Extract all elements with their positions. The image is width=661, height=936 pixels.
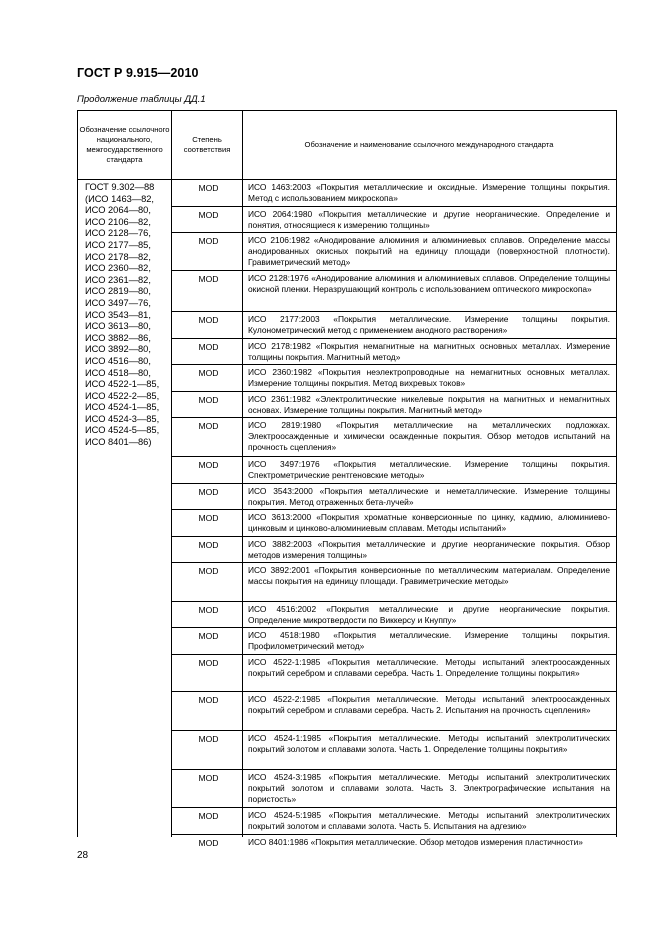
row-divider <box>171 509 617 510</box>
degree-cell: MOD <box>198 315 219 325</box>
international-standard-cell: ИСО 3543:2000 «Покрытия металлические и неметаллические. Измерение толщины покрытия. Метод отраженных бета-лучей» <box>248 486 610 507</box>
degree-cell: MOD <box>198 811 219 821</box>
row-divider <box>171 270 617 271</box>
row-divider <box>171 807 617 808</box>
degree-cell: MOD <box>198 183 219 193</box>
column-divider-2 <box>242 110 243 837</box>
international-standard-cell: ИСО 4522-1:1985 «Покрытия металлические. Методы испытаний электроосажденных покрытий серебром и сплавами серебра. Часть 1. Определение толщины покрытия» <box>248 657 610 678</box>
row-divider <box>171 456 617 457</box>
row-divider <box>171 364 617 365</box>
page-number: 28 <box>77 850 89 861</box>
international-standard-cell: ИСО 2177:2003 «Покрытия металлические. Измерение толщины покрытия. Кулонометрический метод с применением анодного растворения» <box>248 314 610 335</box>
national-standard-item: ИСО 2106—82, <box>85 216 151 227</box>
row-divider <box>171 562 617 563</box>
row-divider <box>171 654 617 655</box>
national-standard-item: ИСО 4524-3—85, <box>85 413 160 424</box>
national-standard-item: ИСО 2360—82, <box>85 263 151 274</box>
table-caption: Продолжение таблицы ДД.1 <box>77 94 206 105</box>
row-divider <box>171 627 617 628</box>
international-standard-cell: ИСО 4524-3:1985 «Покрытия металлические. Методы испытаний электролитических покрытий золотом и сплавами золота. Часть 3. Электрографические испытания на пористость» <box>248 772 610 804</box>
international-standard-cell: ИСО 4518:1980 «Покрытия металлические. Измерение толщины покрытия. Профилометрический метод» <box>248 630 610 651</box>
international-standard-cell: ИСО 2178:1982 «Покрытия немагнитные на магнитных основных металлах. Измерение толщины покрытия. Магнитный метод» <box>248 341 610 362</box>
international-standard-cell: ИСО 1463:2003 «Покрытия металлические и оксидные. Измерение толщины покрытия. Метод с использованием микроскопа» <box>248 182 610 203</box>
international-standard-cell: ИСО 2128:1976 «Анодирование алюминия и алюминиевых сплавов. Определение толщины окисной пленки. Неразрушающий контроль с использованием оптического микроскопа» <box>248 273 610 294</box>
international-standard-cell: ИСО 3882:2003 «Покрытия металлические и другие неорганические покрытия. Обзор методов измерения толщины» <box>248 539 610 560</box>
degree-cell: MOD <box>198 658 219 668</box>
international-standard-cell: ИСО 4524-1:1985 «Покрытия металлические. Методы испытаний электролитических покрытий золотом и сплавами золота. Часть 1. Определение толщины покрытия» <box>248 733 610 754</box>
row-divider <box>171 391 617 392</box>
header-divider <box>77 179 617 180</box>
national-standard-item: ИСО 4518—80, <box>85 367 151 378</box>
national-standards-list <box>85 182 170 449</box>
column-divider-1 <box>171 110 172 837</box>
row-divider <box>171 206 617 207</box>
row-divider <box>171 834 617 835</box>
national-standard-item: ИСО 2819—80, <box>85 286 151 297</box>
national-standard-item: ГОСТ 9.302—88 <box>85 182 155 192</box>
national-standard-item: ИСО 2361—82, <box>85 274 151 285</box>
row-divider <box>171 536 617 537</box>
row-divider <box>171 483 617 484</box>
row-divider <box>171 769 617 770</box>
degree-cell: MOD <box>198 342 219 352</box>
international-standard-cell: ИСО 3497:1976 «Покрытия металлические. Измерение толщины покрытия. Спектрометрические рентгеновские методы» <box>248 459 610 480</box>
degree-cell: MOD <box>198 274 219 284</box>
degree-cell: MOD <box>198 695 219 705</box>
international-standard-cell: ИСО 2361:1982 «Электролитические никелевые покрытия на магнитных и немагнитных основах. Измерение толщины покрытия. Магнитный метод» <box>248 394 610 415</box>
row-divider <box>171 232 617 233</box>
international-standard-cell: ИСО 2360:1982 «Покрытия неэлектропроводные на немагнитных основных металлах. Измерение толщины покрытия. Метод вихревых токов» <box>248 367 610 388</box>
row-divider <box>171 730 617 731</box>
degree-cell: MOD <box>198 605 219 615</box>
document-title: ГОСТ Р 9.915—2010 <box>77 66 199 80</box>
international-standard-cell: ИСО 2106:1982 «Анодирование алюминия и алюминиевых сплавов. Определение массы анодированных окисных покрытий на единицу площади (поверхностной плотности). Гравиметрический метод» <box>248 235 610 267</box>
degree-cell: MOD <box>198 513 219 523</box>
international-standard-cell: ИСО 8401:1986 «Покрытия металлические. Обзор методов измерения пластичности» <box>248 837 583 847</box>
national-standard-item: ИСО 4524-1—85, <box>85 402 160 413</box>
column-header-national: Обозначение ссылочного национального, межгосударственного стандарта <box>79 124 170 164</box>
national-standard-item: ИСО 2064—80, <box>85 205 151 216</box>
row-divider <box>171 601 617 602</box>
column-header-international: Обозначение и наименование ссылочного международного стандарта <box>304 139 554 149</box>
degree-cell: MOD <box>198 210 219 220</box>
international-standard-cell: ИСО 4522-2:1985 «Покрытия металлические. Методы испытаний электроосажденных покрытий серебром и сплавами серебра. Часть 2. Испытания на прочность сцепления» <box>248 694 610 715</box>
international-standard-cell: ИСО 4524-5:1985 «Покрытия металлические. Методы испытаний электролитических покрытий золотом и сплавами золота. Часть 5. Испытания на адгезию» <box>248 810 610 831</box>
reference-table <box>77 110 617 848</box>
degree-cell: MOD <box>198 460 219 470</box>
row-divider <box>171 417 617 418</box>
column-header-degree: Степень соответствия <box>183 134 231 154</box>
international-standard-cell: ИСО 2064:1980 «Покрытия металлические и другие неорганические. Определение и понятия, относящиеся к измерению толщины» <box>248 209 610 230</box>
national-standard-item: ИСО 3882—86, <box>85 332 151 343</box>
national-standard-item: ИСО 3497—76, <box>85 297 151 308</box>
national-standard-item: ИСО 4522-1—85, <box>85 379 160 390</box>
national-standard-item: (ИСО 1463—82, <box>85 193 155 204</box>
international-standard-cell: ИСО 4516:2002 «Покрытия металлические и другие неорганические покрытия. Определение микротвердости по Виккерсу и Кнуппу» <box>248 604 610 625</box>
degree-cell: MOD <box>198 631 219 641</box>
row-divider <box>171 691 617 692</box>
national-standard-item: ИСО 8401—86) <box>85 437 152 448</box>
table-border-left <box>77 110 78 837</box>
national-standard-item: ИСО 3543—81, <box>85 309 151 320</box>
national-standard-item: ИСО 2178—82, <box>85 251 151 262</box>
national-standard-item: ИСО 2128—76, <box>85 228 151 239</box>
degree-cell: MOD <box>198 838 219 848</box>
national-standard-item: ИСО 3613—80, <box>85 321 151 332</box>
national-standard-item: ИСО 4524-5—85, <box>85 425 160 436</box>
international-standard-cell: ИСО 3892:2001 «Покрытия конверсионные по металлическим материалам. Определение массы покрытия на единицу площади. Гравиметрические методы» <box>248 565 610 586</box>
row-divider <box>171 311 617 312</box>
national-standard-item: ИСО 2177—85, <box>85 239 151 250</box>
national-standard-item: ИСО 4516—80, <box>85 355 151 366</box>
table-border-right <box>616 110 617 837</box>
degree-cell: MOD <box>198 236 219 246</box>
national-standard-item: ИСО 4522-2—85, <box>85 390 160 401</box>
degree-cell: MOD <box>198 540 219 550</box>
degree-cell: MOD <box>198 395 219 405</box>
international-standard-cell: ИСО 3613:2000 «Покрытия хроматные конверсионные по цинку, кадмию, алюминиево-цинковым и цинково-алюминиевым сплавам. Методы испытаний» <box>248 512 610 533</box>
degree-cell: MOD <box>198 421 219 431</box>
degree-cell: MOD <box>198 368 219 378</box>
national-standard-item: ИСО 3892—80, <box>85 344 151 355</box>
degree-cell: MOD <box>198 487 219 497</box>
row-divider <box>171 338 617 339</box>
degree-cell: MOD <box>198 773 219 783</box>
degree-cell: MOD <box>198 734 219 744</box>
degree-cell: MOD <box>198 566 219 576</box>
international-standard-cell: ИСО 2819:1980 «Покрытия металлические на металлических подложках. Электроосажденные и химически осажденные покрытия. Обзор методов испытаний на прочность сцепления» <box>248 420 610 452</box>
